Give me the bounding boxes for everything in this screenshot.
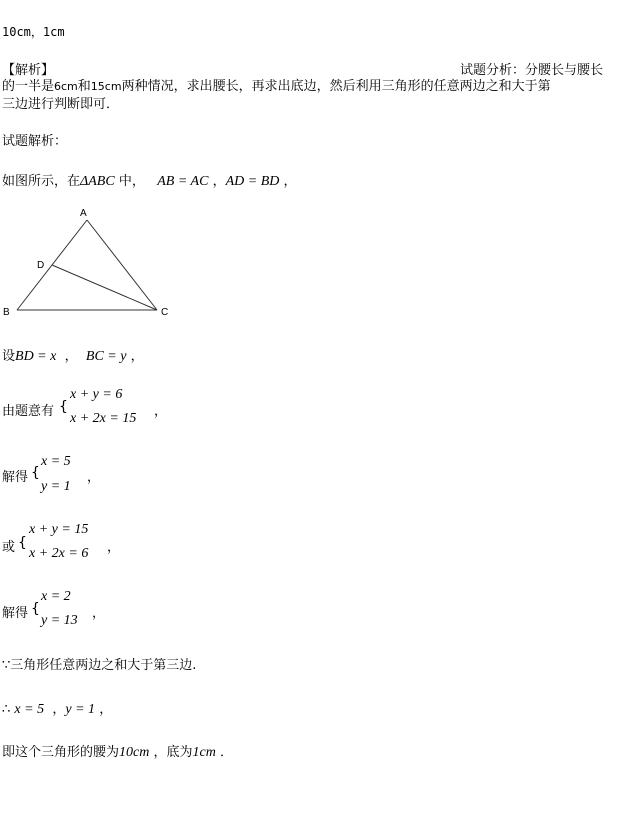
solve1-brace: { — [31, 465, 40, 481]
solve2-brace: { — [31, 601, 40, 617]
given-mid: 中， — [118, 174, 145, 189]
analysis-text: 和 — [77, 79, 91, 94]
solve2-end: ， — [92, 606, 106, 621]
system1-brace: { — [59, 399, 68, 415]
solve1-row1: x = 5 — [41, 454, 71, 469]
equation-ab-ac: AB = AC — [157, 174, 209, 189]
label-d: D — [37, 260, 45, 271]
given-comma: ， — [212, 174, 226, 189]
answer-text: 10cm，1cm — [2, 25, 65, 39]
therefore-prefix: ∴ — [2, 702, 11, 717]
base-length: 1cm — [192, 745, 216, 760]
conclusion-end: ． — [219, 745, 233, 760]
system1-prefix: 由题意有 — [2, 404, 55, 419]
result-x: x = 5 — [14, 702, 45, 717]
let-end: ， — [130, 349, 144, 364]
system2-prefix: 或 — [2, 540, 16, 555]
triangle-figure — [0, 200, 180, 325]
value-15cm: 15cm — [90, 80, 122, 93]
system1-end: ， — [154, 404, 168, 419]
analysis-text: 的一半是 — [2, 79, 55, 94]
therefore-line — [2, 698, 112, 718]
result-y: y = 1 — [65, 702, 96, 717]
value-6cm: 6cm — [54, 80, 78, 93]
solve2-row1: x = 2 — [41, 589, 71, 604]
equation-bc-y: BC = y — [85, 349, 127, 364]
solve1-prefix: 解得 — [2, 470, 29, 485]
solve1-row2: y = 1 — [41, 479, 71, 494]
therefore-sep: ， — [52, 702, 66, 717]
system2-row1: x + y = 15 — [29, 522, 89, 537]
solution-title: 试题解析： — [2, 134, 68, 149]
system2-brace: { — [18, 535, 27, 551]
solve1-end: ， — [87, 470, 101, 485]
system1-row2: x + 2x = 15 — [70, 411, 137, 426]
label-b: B — [3, 307, 10, 318]
system1-row1: x + y = 6 — [70, 387, 123, 402]
given-end: ， — [283, 174, 297, 189]
analysis-intro: 试题分析：分腰长与腰长 — [460, 63, 604, 78]
let-sep: ， — [64, 349, 78, 364]
analysis-text: 两种情况，求出腰长，再求出底边，然后利用三角形的任意两边之和大于第 — [121, 79, 551, 94]
label-a: A — [80, 208, 87, 219]
leg-length: 10cm — [119, 745, 150, 760]
given-line — [2, 170, 297, 190]
side-ac — [87, 220, 157, 310]
system2-end: ， — [107, 540, 121, 555]
analysis-line-3: 三边进行判断即可． — [2, 97, 120, 112]
label-c: C — [161, 307, 169, 318]
equation-bd-x: BD = x — [15, 349, 57, 364]
therefore-end: ， — [99, 702, 113, 717]
let-line — [2, 345, 144, 365]
conclusion-prefix: 即这个三角形的腰为 — [2, 745, 120, 760]
given-prefix: 如图所示，在 — [2, 174, 81, 189]
triangle-abc: ΔABC — [80, 174, 115, 189]
conclusion-line — [2, 741, 233, 761]
let-prefix: 设 — [2, 349, 16, 364]
equation-ad-bd: AD = BD — [225, 174, 280, 189]
solve2-row2: y = 13 — [41, 613, 78, 628]
because-line: ∵三角形任意两边之和大于第三边. — [2, 658, 197, 673]
solve2-prefix: 解得 — [2, 606, 29, 621]
conclusion-mid: ，底为 — [153, 745, 193, 760]
system2-row2: x + 2x = 6 — [29, 546, 89, 561]
segment-dc — [52, 265, 157, 310]
analysis-line-2 — [2, 75, 551, 94]
analysis-header: 【解析】 — [2, 63, 55, 78]
